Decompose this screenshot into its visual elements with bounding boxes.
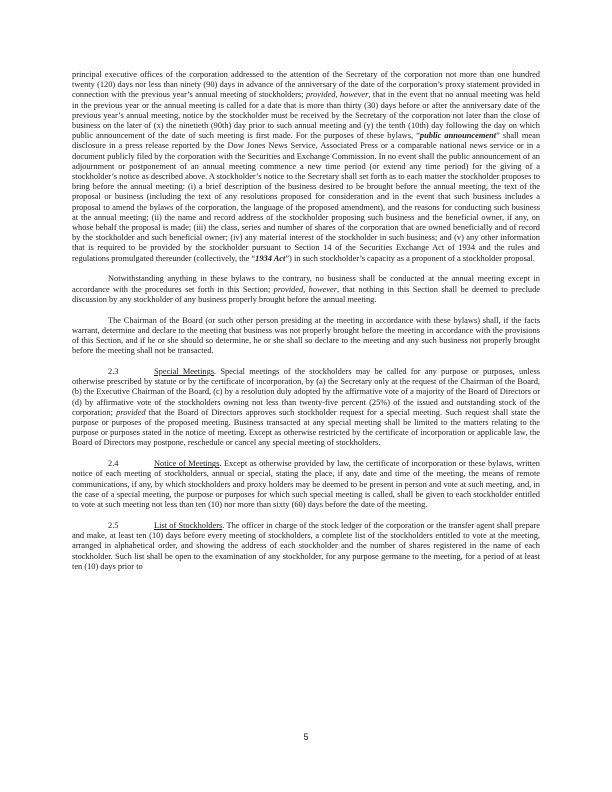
proviso-italic: provided, however (273, 284, 337, 294)
section-2-4: 2.4 Notice of Meetings. Except as otherwise provided by law, the certificate of incorporation or these bylaws, written notice of each meeting of stockholders, annual or special, stating the place, if any, date and time of the meeting, the means of remote communications, if any, by which stockholders and proxy holders may be deemed to be present in person and vote at such meeting, and, in the case of a special meeting, the purpose or purposes for which such special meeting is called, shall be given to each stockholder entitled to vote at such meeting not less than ten (10) nor more than sixty (60) days before the date of the meeting. (72, 459, 540, 510)
proviso-italic: provided, however (305, 90, 369, 100)
section-number: 2.5 (108, 520, 119, 530)
document-page (72, 70, 540, 583)
section-number: 2.3 (108, 367, 119, 377)
defined-term: public announcement (419, 131, 497, 141)
proviso-italic: provided (116, 407, 146, 417)
paragraph-annual-meeting-notice: principal executive offices of the corporation addressed to the attention of the Secretary of the corporation not more than one hundred twenty (120) days nor less than ninety (90) days in advance of the anniversary of the date of the corporation’s proxy statement provided in connection with the previous year’s annual meeting of stockholders; provided, however, that in the event that no annual meeting was held in the previous year or the annual meeting is called for a date that is more than thirty (30) days before or after the anniversary date of the previous year’s annual meeting, notice by the stockholder must be received by the Secretary of the corporation not later than the close of business on the later of (x) the ninetieth (90th) day prior to such annual meeting and (y) the tenth (10th) day following the day on which public announcement of the date of such meeting is first made. For the purposes of these bylaws, “public announcement” shall mean disclosure in a press release reported by the Dow Jones News Service, Associated Press or a comparable national news service or in a document publicly filed by the corporation with the Securities and Exchange Commission. In no event shall the public announcement of an adjournment or postponement of an annual meeting commence a new time period (or extend any time period) for the giving of a stockholder’s notice as described above. A stockholder’s notice to the Secretary shall set forth as to each matter the stockholder proposes to bring before the annual meeting: (i) a brief description of the business desired to be brought before the annual meeting, the text of the proposal or business (including the text of any resolutions proposed for consideration and in the event that such business includes a proposal to amend the bylaws of the corporation, the language of the proposed amendment), and the reasons for conducting such business at the annual meeting; (ii) the name and record address of the stockholder proposing such business and the beneficial owner, if any, on whose behalf the proposal is made; (iii) the class, series and number of shares of the corporation that are owned beneficially and of record by the stockholder and such beneficial owner; (iv) any material interest of the stockholder in such business; and (v) any other information that is required to be provided by the stockholder pursuant to Section 14 of the Securities Exchange Act of 1934 and the rules and regulations promulgated thereunder (collectively, the “1934 Act”) in such stockholder’s capacity as a proponent of a stockholder proposal. (72, 70, 541, 263)
section-2-3: 2.3 Special Meetings. Special meetings of the stockholders may be called for any purpose or purposes, unless otherwise prescribed by statute or by the certificate of incorporation, by (a) the Secretary only at the request of the Chairman of the Board, (b) the Executive Chairman of the Board, (c) by a resolution duly adopted by the affirmative vote of a majority of the Board of Directors or (d) by affirmative vote of the stockholders owning not less than twenty-five percent (25%) of the issued and outstanding stock of the corporation; provided that the Board of Directors approves such stockholder request for a special meeting. Such request shall state the purpose or purposes of the proposed meeting. Business transacted at any special meeting shall be limited to the matters relating to the purpose or purposes stated in the notice of meeting. Except as otherwise restricted by the certificate of incorporation or applicable law, the Board of Directors may postpone, reschedule or cancel any special meeting of stockholders. (72, 367, 541, 448)
paragraph-chairman: The Chairman of the Board (or such other person presiding at the meeting in accordance with these bylaws) shall, if the facts warrant, determine and declare to the meeting that business was not properly brought before the meeting in accordance with the provisions of this Section, and if he or she should so determine, he or she shall so declare to the meeting and any such business not properly brought before the meeting shall not be transacted. (72, 315, 540, 356)
section-2-5: 2.5 List of Stockholders. The officer in charge of the stock ledger of the corporation or the transfer agent shall prepare and make, at least ten (10) days before every meeting of stockholders, a complete list of the stockholders entitled to vote at the meeting, arranged in alphabetical order, and showing the address of each stockholder and the number of shares registered in the name of each stockholder. Such list shall be open to the examination of any stockholder, for any purpose germane to the meeting, for a period of at least ten (10) days prior to (72, 520, 540, 571)
page-number: 5 (303, 732, 309, 742)
defined-term: 1934 Act (255, 253, 286, 263)
paragraph-notwithstanding: Notwithstanding anything in these bylaws to the contrary, no business shall be conducted at the annual meeting except in accordance with the procedures set forth in this Section; provided, however, that nothing in this Section shall be deemed to preclude discussion by any stockholder of any business properly brought before the annual meeting. (72, 274, 540, 304)
section-heading: Notice of Meetings (154, 459, 220, 469)
section-number: 2.4 (108, 459, 119, 469)
section-heading: List of Stockholders (154, 520, 223, 530)
section-heading: Special Meetings (154, 367, 215, 377)
